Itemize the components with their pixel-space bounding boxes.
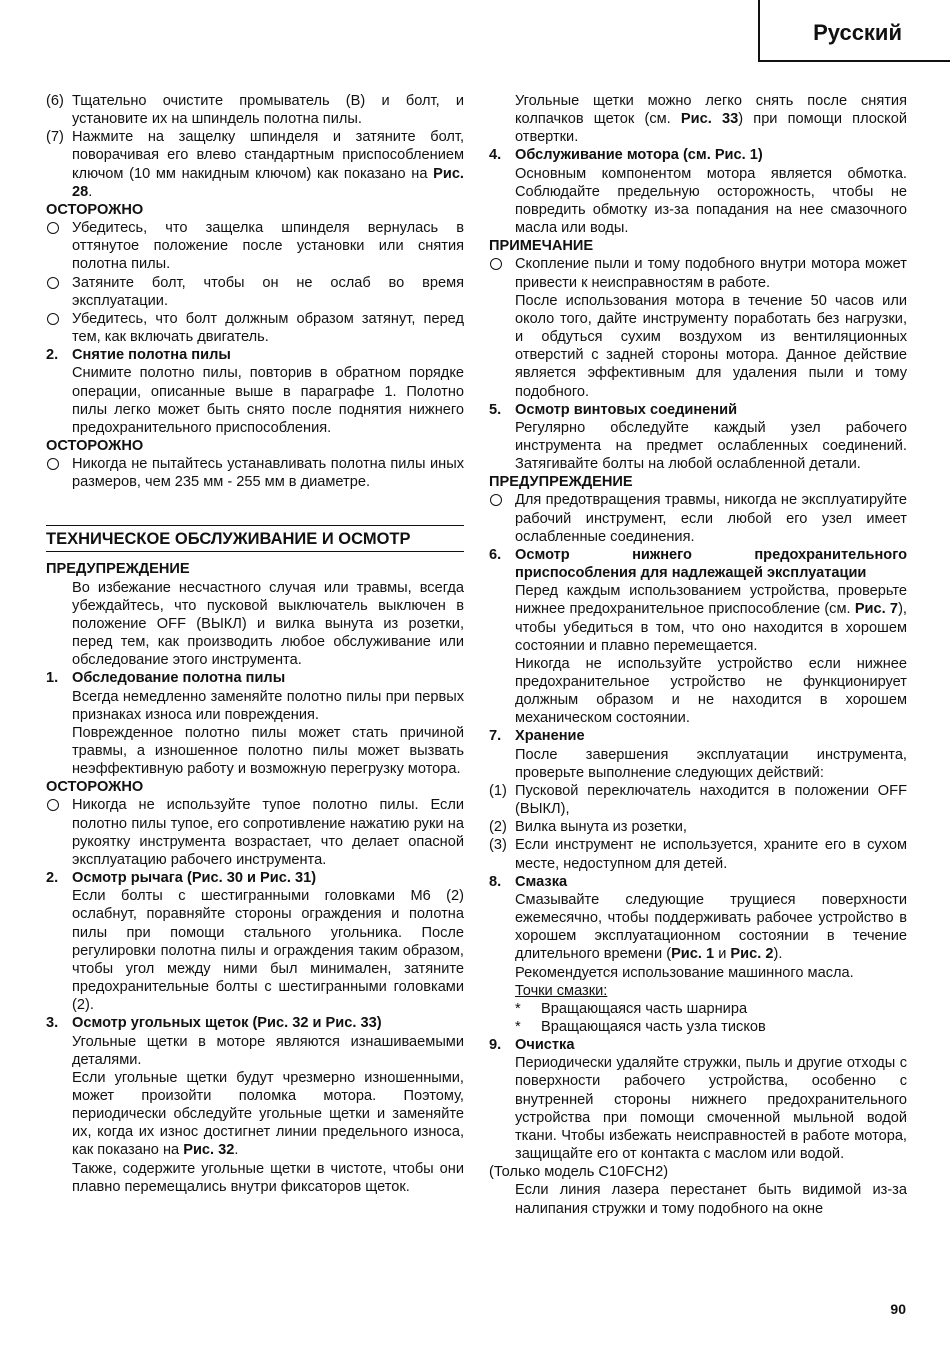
maintenance-7-text: После завершения эксплуатации инструмента, проверьте выполнение следующих действий: bbox=[515, 746, 907, 781]
warning-heading: ПРЕДУПРЕЖДЕНИЕ bbox=[46, 561, 190, 578]
step-7: (7) Нажмите на защелку шпинделя и затяните болт, поворачивая его влево стандартным приспособлением ключом (10 мм накидным ключом) как показано на Рис. 28. bbox=[46, 129, 464, 200]
figure-ref: Рис. 1 bbox=[671, 946, 715, 963]
section-title: ТЕХНИЧЕСКОЕ ОБСЛУЖИВАНИЕ И ОСМОТР bbox=[46, 525, 464, 552]
figure-ref: Рис. 28 bbox=[72, 165, 464, 200]
maintenance-6-text: Перед каждым использованием устройства, проверьте нижнее предохранительное приспособление (см. Рис. 7), чтобы убедиться в том, что оно находится в хорошем состоянии и плавно перемещается. bbox=[515, 583, 907, 654]
lubrication-point: * Вращающаяся часть шарнира bbox=[515, 1000, 748, 1017]
storage-item: (2) Вилка вынута из розетки, bbox=[489, 819, 687, 836]
caution-item: Никогда не пытайтесь устанавливать полотна пилы иных размеров, чем 235 мм - 255 мм в диаметре. bbox=[46, 455, 464, 491]
warning-text: Во избежание несчастного случая или травмы, всегда убеждайтесь, что пусковой выключатель выключен в положение OFF (ВЫКЛ) и вилка вынута из розетки, перед тем, как производить любое обслуживание или обследование этого инструмента. bbox=[72, 579, 464, 669]
removal-heading: 2. Снятие полотна пилы bbox=[46, 347, 231, 364]
maintenance-9-heading: 9. Очистка bbox=[489, 1037, 575, 1054]
figure-ref: Рис. 7 bbox=[854, 601, 899, 618]
right-column bbox=[489, 92, 907, 1218]
maintenance-5-text: Регулярно обследуйте каждый узел рабочего инструмента на предмет ослабленных соединений. Затягивайте болты на любой ослабленной детали. bbox=[515, 419, 907, 473]
figure-ref: Рис. 33 bbox=[680, 111, 739, 128]
figure-ref: Рис. 2 bbox=[730, 946, 774, 963]
caution-heading: ОСТОРОЖНО bbox=[46, 437, 144, 454]
maintenance-8-text: Рекомендуется использование машинного масла. bbox=[515, 964, 854, 981]
left-column bbox=[46, 92, 464, 1196]
maintenance-6-text: Никогда не используйте устройство если нижнее предохранительное устройство не функционирует должным образом и не находится в хорошем механическом состоянии. bbox=[515, 655, 907, 727]
maintenance-9-text: Периодически удаляйте стружки, пыль и другие отходы с поверхности рабочего устройства, особенно с внутренней стороны нижнего предохранительного устройства при помощи смоченной мыльной водой ткани. Чтобы избежать неисправностей в работе мотора, защищайте его от контакта с маслом или водой. bbox=[515, 1055, 907, 1163]
maintenance-8-heading: 8. Смазка bbox=[489, 873, 568, 890]
maintenance-5-heading: 5. Осмотр винтовых соединений bbox=[489, 401, 738, 418]
storage-item: (1) Пусковой переключатель находится в положении OFF (ВЫКЛ), bbox=[489, 782, 907, 818]
caution-item: Убедитесь, что болт должным образом затянут, перед тем, как включать двигатель. bbox=[46, 310, 464, 346]
lubrication-point: * Вращающаяся часть узла тисков bbox=[515, 1018, 766, 1035]
maintenance-6-heading: 6. Осмотр нижнего предохранительного приспособления для надлежащей эксплуатации bbox=[489, 546, 907, 582]
maintenance-8-text: Смазывайте следующие трущиеся поверхности ежемесячно, чтобы поддерживать рабочее устройство в хорошем эксплуатационном состоянии в течение длительного времени (Рис. 1 и Рис. 2). bbox=[515, 891, 907, 963]
maintenance-3-text: Также, содержите угольные щетки в чистоте, чтобы они плавно перемещались внутри фиксаторов щеток. bbox=[72, 1160, 464, 1195]
maintenance-2-text: Если болты с шестигранными головками М6 (2) ослабнут, поравняйте стороны ограждения и полотна пилы при помощи стального угольника. После регулировки полотна пилы и ограждения таким образом, чтобы угол между ними был минимален, затяните предохранительные болты с шестигранными головками (2). bbox=[72, 888, 464, 1014]
step-6: (6) Тщательно очистите промыватель (В) и болт, и установите их на шпиндель полотна пилы. bbox=[46, 93, 464, 128]
maintenance-3-text: Угольные щетки в моторе являются изнашиваемыми деталями. bbox=[72, 1033, 464, 1068]
maintenance-3-heading: 3. Осмотр угольных щеток (Рис. 32 и Рис. 33) bbox=[46, 1015, 382, 1032]
maintenance-1-text: Всегда немедленно заменяйте полотно пилы при первых признаках износа или повреждения. bbox=[72, 688, 464, 723]
caution-heading: ОСТОРОЖНО bbox=[46, 779, 144, 796]
lubrication-points-heading: Точки смазки: bbox=[515, 982, 608, 999]
warning-item: Для предотвращения травмы, никогда не эксплуатируйте рабочий инструмент, если любой его узел имеет ослабленные соединения. bbox=[489, 491, 907, 545]
note-heading: ПРИМЕЧАНИЕ bbox=[489, 238, 594, 255]
language-label: Русский bbox=[813, 20, 902, 45]
warning-heading: ПРЕДУПРЕЖДЕНИЕ bbox=[489, 474, 633, 491]
language-tab bbox=[758, 0, 950, 62]
page-number: 90 bbox=[890, 1301, 906, 1317]
maintenance-3-text: Если угольные щетки будут чрезмерно изношенными, может произойти поломка мотора. Поэтому, периодически обследуйте угольные щетки и заменяйте их, когда их износ достигнет линии предельного износа, как показано на Рис. 32. bbox=[72, 1069, 464, 1159]
caution-item: Никогда не используйте тупое полотно пилы. Если полотно пилы тупое, его сопротивление нажатию руки на рукоятку инструмента возрастает, что делает опасной эксплуатацию рабочего инструмента. bbox=[46, 796, 464, 869]
maintenance-4-heading: 4. Обслуживание мотора (см. Рис. 1) bbox=[489, 147, 763, 164]
note-text: После использования мотора в течение 50 часов или около того, дайте инструменту поработать без нагрузки, и обдуться сухим воздухом из вентиляционных отверстий с задней стороны мотора. Данное действие является эффективным для удаления пыли и тому подобного. bbox=[515, 292, 907, 400]
maintenance-4-text: Основным компонентом мотора является обмотка. Соблюдайте предельную осторожность, чтобы не повредить обмотку из-за попадания на нее смазочного масла или воды. bbox=[515, 165, 907, 237]
maintenance-2-heading: 2. Осмотр рычага (Рис. 30 и Рис. 31) bbox=[46, 870, 317, 887]
note-item: Скопление пыли и тому подобного внутри мотора может привести к неисправностям в работе. bbox=[489, 255, 907, 291]
model-note: (Только модель C10FCH2) bbox=[489, 1164, 669, 1181]
caution-item: Затяните болт, чтобы он не ослаб во время эксплуатации. bbox=[46, 274, 464, 310]
laser-text: Если линия лазера перестанет быть видимой из-за налипания стружки и тому подобного на окне bbox=[515, 1182, 907, 1217]
caution-item: Убедитесь, что защелка шпинделя вернулась в оттянутое положение после установки или снятия полотна пилы. bbox=[46, 219, 464, 273]
maintenance-1-heading: 1. Обследование полотна пилы bbox=[46, 670, 286, 687]
maintenance-7-heading: 7. Хранение bbox=[489, 728, 585, 745]
brush-text: Угольные щетки можно легко снять после снятия колпачков щеток (см. Рис. 33) при помощи плоской отвертки. bbox=[515, 93, 907, 146]
removal-text: Снимите полотно пилы, повторив в обратном порядке операции, описанные выше в параграфе 1. Полотно пилы легко может быть снято после поднятия нижнего предохранительного приспособления. bbox=[72, 365, 464, 436]
maintenance-1-text: Поврежденное полотно пилы может стать причиной травмы, а изношенное полотно пилы может вызвать неэффективную работу и возможную перегрузку мотора. bbox=[72, 724, 464, 778]
figure-ref: Рис. 32 bbox=[183, 1142, 235, 1159]
storage-item: (3) Если инструмент не используется, храните его в сухом месте, недоступном для детей. bbox=[489, 837, 907, 872]
caution-heading: ОСТОРОЖНО bbox=[46, 201, 144, 218]
